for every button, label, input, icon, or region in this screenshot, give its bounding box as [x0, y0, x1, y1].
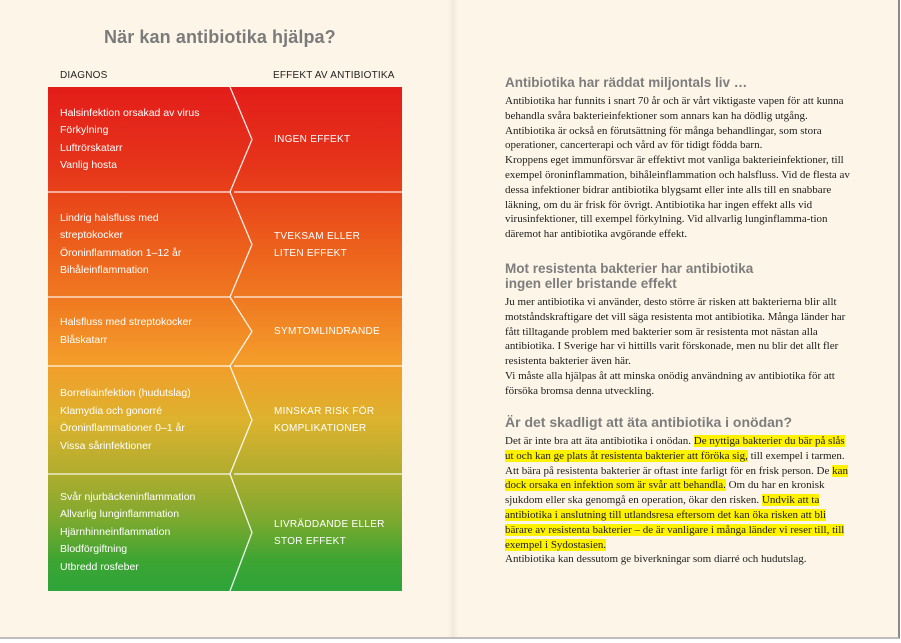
- effect-line: SYMTOMLINDRANDE: [274, 326, 380, 337]
- diagnosis-item: Svår njurbäckeninflammation: [60, 490, 196, 503]
- diagnosis-item: Öroninflammationer 0–1 år: [60, 422, 185, 434]
- diagnosis-item: Förkylning: [60, 124, 109, 136]
- text-run: Kroppens eget immunförsvar är effektivt mot vanliga bakterieinfektioner, till exempel öroninflammation, bihåleinflammation och halsfluss. Vid de flesta av dessa infektioner bidrar antibiotika blygsamt eller inte alls till en snabbare läkning, om du är frisk för övrigt. Antibiotika har ingen effekt alls vid virusinfektioner, till exempel förkylning. Vid allvarlig lunginflamma-tion däremot har antibiotika avgörande effekt.: [505, 154, 850, 241]
- diagnosis-item: Blåskatarr: [60, 333, 108, 346]
- diagnosis-item: Öroninflammation 1–12 år: [60, 246, 182, 259]
- paragraph: [505, 295, 850, 369]
- diagnosis-item: Lindrig halsfluss med: [60, 211, 159, 224]
- diagnosis-list: [60, 366, 230, 474]
- diagnosis-item: Vissa sårinfektioner: [60, 439, 152, 452]
- paragraph: [505, 153, 850, 242]
- text-run: Om du har en kronisk sjukdom eller ska genomgå en operation, ökar den risken.: [505, 479, 825, 507]
- diagnosis-item: Hjärnhinneinflammation: [60, 525, 171, 538]
- diagnosis-list: [60, 474, 230, 591]
- page-spine: [447, 0, 459, 637]
- effect-label: [274, 87, 398, 192]
- band-life-saving: [48, 474, 402, 591]
- effect-column-header: EFFEKT AV ANTIBIOTIKA: [273, 70, 395, 81]
- page-title: När kan antibiotika hjälpa?: [104, 27, 336, 47]
- section-body: [505, 94, 850, 242]
- effect-label: [274, 474, 398, 591]
- effect-line: KOMPLIKATIONER: [274, 423, 367, 434]
- diagnosis-list: [60, 192, 230, 297]
- section-heading-line: Mot resistenta bakterier har antibiotika: [505, 261, 754, 276]
- diagnosis-item: Borreliainfektion (hudutslag): [60, 387, 191, 399]
- text-run: Ju mer antibiotika vi använder, desto större är risken att bakterierna blir allt motståndskraftigare det vill säga resistenta mot antibiotika. Många länder har fått tilltagande problem med bakterier som är resistenta mot nästan alla antibiotika. I Sverige har vi hittills varit förskonade, men nu blir det allt fler resistenta bakterier även här.: [505, 296, 846, 368]
- text-run: Antibiotika kan dessutom ge biverkningar som diarré och hudutslag.: [505, 553, 807, 566]
- effect-line: INGEN EFFEKT: [274, 134, 351, 145]
- paragraph: [505, 369, 850, 399]
- text-run: Det är inte bra att äta antibiotika i onödan.: [505, 435, 694, 447]
- effect-line: LIVRÄDDANDE ELLER: [274, 518, 385, 530]
- diagnosis-item: Halsfluss med streptokocker: [60, 316, 192, 328]
- effect-line: TVEKSAM ELLER: [274, 230, 361, 242]
- diagnosis-list: [60, 297, 230, 366]
- paragraph: [505, 434, 850, 552]
- diagnosis-item: Halsinfektion orsakad av virus: [60, 106, 200, 119]
- effect-line: LITEN EFFEKT: [274, 247, 348, 259]
- section-heading: [505, 75, 747, 90]
- diagnosis-item: Vanlig hosta: [60, 159, 118, 171]
- effect-line: STOR EFFEKT: [274, 535, 347, 547]
- highlighted-text: Undvik att ta antibiotika i anslutning till utlandsresa eftersom det kan öka risken att bli bärare av resistenta bakterier – de är vanligare i många länder vi reser till, till exempel i Sydostasien.: [505, 494, 845, 551]
- text-run: Antibiotika har funnits i snart 70 år och är vårt viktigaste vapen för att kunna behandla svåra bakterieinfektioner som annars kan ha dödlig utgång. Antibiotika är också en förutsättning för många behandlingar, som stora operationer, cancerterapi och vård av för tidigt födda barn.: [505, 95, 844, 152]
- text-run: till exempel i tarmen. Att bära på resistenta bakterier är oftast inte farligt för en frisk person. De: [505, 449, 845, 477]
- section-heading-line: ingen eller bristande effekt: [505, 276, 677, 291]
- paragraph: [505, 94, 850, 153]
- band-no-effect: [48, 87, 402, 192]
- highlighted-text: De nyttiga bakterier du bär på slås ut och kan ge plats åt resistenta bakterier att föröka sig,: [505, 435, 845, 462]
- band-reduces-complications: [48, 366, 402, 474]
- diagnosis-column-header: DIAGNOS: [60, 70, 108, 81]
- effect-label: [274, 366, 398, 474]
- section-body: [505, 434, 850, 567]
- highlighted-text: kan dock orsaka en infektion som är svår att behandla.: [505, 464, 849, 492]
- section-heading-line: Är det skadligt att äta antibiotika i onödan?: [505, 414, 793, 430]
- section-heading-line: Antibiotika har räddat miljontals liv …: [505, 75, 748, 90]
- band-doubtful-effect: [48, 192, 402, 297]
- text-run: Vi måste alla hjälpas åt att minska onödig användning av antibiotika för att försöka bromsa denna utveckling.: [505, 369, 835, 397]
- diagnosis-item: Klamydia och gonorré: [60, 404, 163, 417]
- paragraph: [505, 552, 850, 567]
- effect-label: [274, 297, 398, 366]
- section-heading: [505, 415, 792, 430]
- diagnosis-item: Allvarlig lunginflammation: [60, 508, 180, 521]
- diagnosis-list: [60, 87, 230, 192]
- effect-line: MINSKAR RISK FÖR: [274, 406, 375, 417]
- antibiotic-effect-chart: [48, 87, 402, 591]
- section-body: [505, 295, 850, 399]
- diagnosis-item: Utbredd rosfeber: [60, 560, 139, 573]
- diagnosis-item: Blodförgiftning: [60, 543, 128, 556]
- diagnosis-item: Luftrörskatarr: [60, 141, 123, 154]
- effect-label: [274, 192, 398, 297]
- diagnosis-item: Bihåleinflammation: [60, 264, 149, 276]
- diagnosis-item: streptokocker: [60, 229, 124, 241]
- band-symptom-relief: [48, 297, 402, 366]
- section-heading: [505, 261, 753, 291]
